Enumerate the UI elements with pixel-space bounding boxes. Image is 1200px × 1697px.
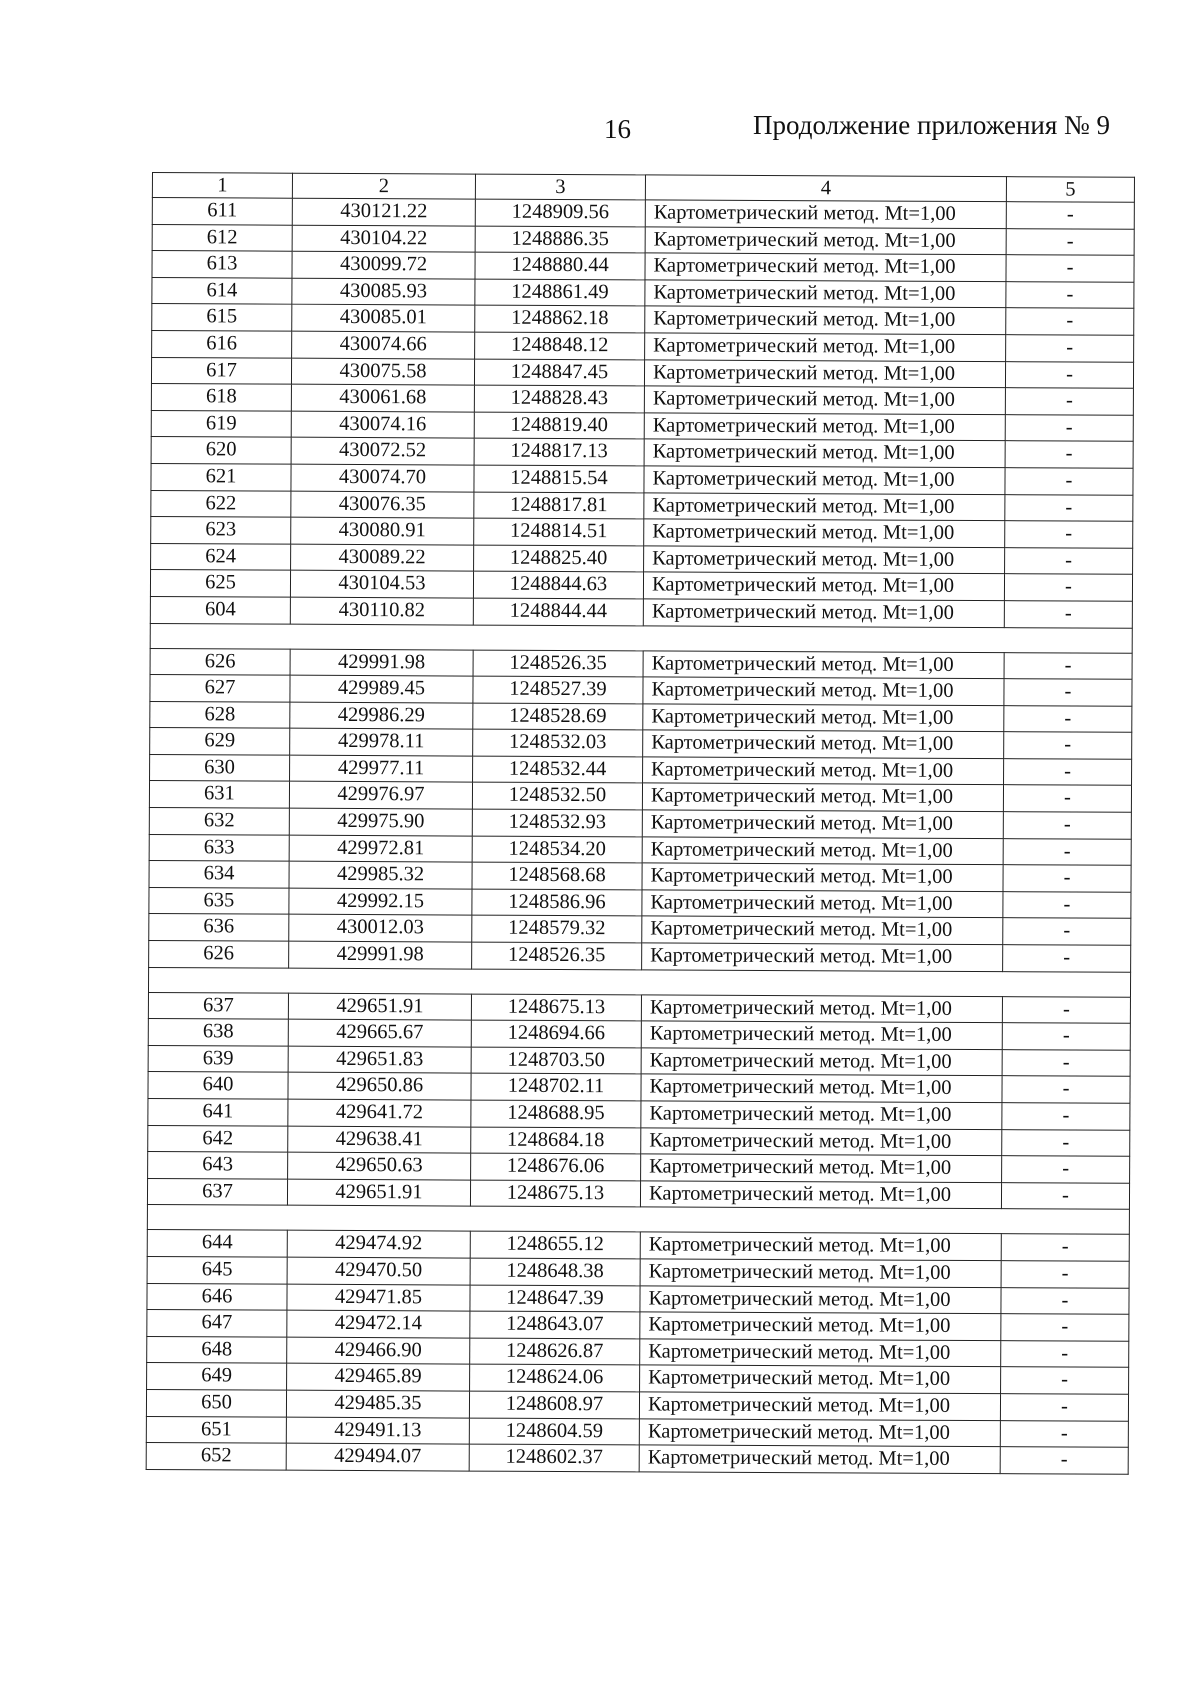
x-coordinate-cell: 429465.89: [287, 1364, 470, 1391]
note-cell: -: [1005, 494, 1133, 521]
y-coordinate-cell: 1248848.12: [475, 332, 645, 359]
point-number-cell: 611: [152, 198, 292, 225]
method-cell: Картометрический метод. Mt=1,00: [643, 730, 1004, 758]
x-coordinate-cell: 429651.91: [287, 1179, 470, 1206]
x-coordinate-cell: 429472.14: [287, 1310, 470, 1337]
y-coordinate-cell: 1248847.45: [474, 359, 644, 386]
method-cell: Картометрический метод. Mt=1,00: [639, 1418, 1000, 1446]
point-number-cell: 649: [147, 1363, 287, 1390]
point-number-cell: 633: [149, 834, 289, 861]
y-coordinate-cell: 1248675.13: [470, 1180, 640, 1207]
note-cell: -: [1001, 1261, 1129, 1288]
note-cell: -: [1003, 838, 1131, 865]
point-number-cell: 614: [152, 277, 292, 304]
point-number-cell: 621: [151, 463, 291, 490]
x-coordinate-cell: 429641.72: [288, 1099, 471, 1126]
method-cell: Картометрический метод. Mt=1,00: [639, 1445, 1000, 1473]
header-cell-4: 4: [645, 175, 1006, 202]
y-coordinate-cell: 1248626.87: [470, 1338, 640, 1365]
y-coordinate-cell: 1248862.18: [475, 305, 645, 332]
x-coordinate-cell: 429991.98: [289, 941, 472, 968]
method-cell: Картометрический метод. Mt=1,00: [643, 572, 1004, 600]
x-coordinate-cell: 429474.92: [287, 1231, 470, 1258]
note-cell: -: [1005, 521, 1133, 548]
x-coordinate-cell: 430012.03: [289, 915, 472, 942]
note-cell: -: [1006, 335, 1134, 362]
point-number-cell: 626: [150, 648, 290, 675]
y-coordinate-cell: 1248675.13: [471, 994, 641, 1021]
point-number-cell: 628: [150, 701, 290, 728]
method-cell: Картометрический метод. Mt=1,00: [642, 783, 1003, 811]
note-cell: -: [1004, 759, 1132, 786]
header-cell-5: 5: [1006, 177, 1134, 203]
point-number-cell: 644: [147, 1230, 287, 1257]
y-coordinate-cell: 1248534.20: [472, 836, 642, 863]
point-number-cell: 645: [147, 1256, 287, 1283]
method-cell: Картометрический метод. Mt=1,00: [640, 1339, 1001, 1367]
x-coordinate-cell: 430074.70: [291, 464, 474, 491]
y-coordinate-cell: 1248819.40: [474, 412, 644, 439]
x-coordinate-cell: 429650.86: [288, 1073, 471, 1100]
note-cell: -: [1003, 812, 1131, 839]
point-number-cell: 635: [149, 887, 289, 914]
x-coordinate-cell: 429485.35: [286, 1390, 469, 1417]
method-cell: Картометрический метод. Mt=1,00: [644, 413, 1005, 441]
note-cell: -: [1005, 468, 1133, 495]
method-cell: Картометрический метод. Mt=1,00: [643, 704, 1004, 732]
x-coordinate-cell: 429977.11: [290, 755, 473, 782]
header-cell-3: 3: [475, 174, 645, 200]
x-coordinate-cell: 429975.90: [289, 808, 472, 835]
note-cell: -: [1001, 1234, 1129, 1261]
x-coordinate-cell: 429976.97: [289, 782, 472, 809]
x-coordinate-cell: 429992.15: [289, 888, 472, 915]
method-cell: Картометрический метод. Mt=1,00: [639, 1392, 1000, 1420]
point-number-cell: 622: [151, 490, 291, 517]
method-cell: Картометрический метод. Mt=1,00: [642, 943, 1003, 971]
y-coordinate-cell: 1248532.93: [472, 809, 642, 836]
y-coordinate-cell: 1248815.54: [474, 465, 644, 492]
point-number-cell: 634: [149, 861, 289, 888]
y-coordinate-cell: 1248817.13: [474, 438, 644, 465]
point-number-cell: 625: [150, 570, 290, 597]
x-coordinate-cell: 429991.98: [290, 649, 473, 676]
x-coordinate-cell: 429978.11: [290, 728, 473, 755]
note-cell: -: [1002, 1156, 1130, 1183]
method-cell: Картометрический метод. Mt=1,00: [640, 1232, 1001, 1260]
coordinates-table-body: [146, 173, 1134, 1475]
y-coordinate-cell: 1248825.40: [474, 545, 644, 572]
method-cell: Картометрический метод. Mt=1,00: [643, 757, 1004, 785]
method-cell: Картометрический метод. Mt=1,00: [643, 650, 1004, 678]
x-coordinate-cell: 429638.41: [288, 1126, 471, 1153]
note-cell: -: [1005, 361, 1133, 388]
header-cell-2: 2: [292, 173, 475, 199]
method-cell: Картометрический метод. Mt=1,00: [641, 1101, 1002, 1129]
y-coordinate-cell: 1248586.96: [472, 889, 642, 916]
note-cell: -: [1001, 1287, 1129, 1314]
x-coordinate-cell: 429471.85: [287, 1284, 470, 1311]
method-cell: Картометрический метод. Mt=1,00: [642, 890, 1003, 918]
point-number-cell: 620: [151, 437, 291, 464]
method-cell: Картометрический метод. Mt=1,00: [643, 599, 1004, 627]
note-cell: -: [1006, 228, 1134, 255]
note-cell: -: [1004, 601, 1132, 628]
point-number-cell: 623: [151, 517, 291, 544]
note-cell: -: [1001, 1314, 1129, 1341]
point-number-cell: 648: [147, 1336, 287, 1363]
y-coordinate-cell: 1248602.37: [469, 1444, 639, 1471]
y-coordinate-cell: 1248702.11: [471, 1073, 641, 1100]
point-number-cell: 638: [148, 1019, 288, 1046]
coordinates-table: [146, 172, 1135, 1475]
point-number-cell: 613: [152, 251, 292, 278]
y-coordinate-cell: 1248526.35: [472, 942, 642, 969]
x-coordinate-cell: 430061.68: [291, 384, 474, 411]
point-number-cell: 615: [152, 304, 292, 331]
method-cell: Картометрический метод. Mt=1,00: [641, 1021, 1002, 1049]
method-cell: Картометрический метод. Mt=1,00: [642, 837, 1003, 865]
y-coordinate-cell: 1248844.44: [473, 598, 643, 625]
y-coordinate-cell: 1248526.35: [473, 650, 643, 677]
point-number-cell: 616: [152, 330, 292, 357]
note-cell: -: [1000, 1447, 1128, 1474]
x-coordinate-cell: 429491.13: [286, 1417, 469, 1444]
note-cell: -: [1004, 732, 1132, 759]
y-coordinate-cell: 1248532.50: [472, 783, 642, 810]
note-cell: -: [1002, 1023, 1130, 1050]
appendix-title: Продолжение приложения № 9: [753, 110, 1111, 140]
method-cell: Картометрический метод. Mt=1,00: [642, 863, 1003, 891]
y-coordinate-cell: 1248688.95: [471, 1100, 641, 1127]
y-coordinate-cell: 1248527.39: [473, 676, 643, 703]
y-coordinate-cell: 1248684.18: [471, 1127, 641, 1154]
note-cell: -: [1003, 892, 1131, 919]
note-cell: -: [1003, 785, 1131, 812]
note-cell: -: [1006, 202, 1134, 229]
method-cell: Картометрический метод. Mt=1,00: [645, 306, 1006, 334]
y-coordinate-cell: 1248532.44: [473, 756, 643, 783]
x-coordinate-cell: 430074.66: [292, 331, 475, 358]
point-number-cell: 626: [149, 941, 289, 968]
note-cell: -: [1006, 308, 1134, 335]
note-cell: -: [1002, 1103, 1130, 1130]
point-number-cell: 617: [151, 357, 291, 384]
note-cell: -: [1000, 1420, 1128, 1447]
x-coordinate-cell: 429494.07: [286, 1443, 469, 1470]
note-cell: -: [1003, 918, 1131, 945]
method-cell: Картометрический метод. Mt=1,00: [644, 546, 1005, 574]
point-number-cell: 631: [149, 781, 289, 808]
method-cell: Картометрический метод. Mt=1,00: [640, 1259, 1001, 1287]
x-coordinate-cell: 430085.01: [292, 305, 475, 332]
method-cell: Картометрический метод. Mt=1,00: [645, 227, 1006, 255]
point-number-cell: 636: [149, 914, 289, 941]
note-cell: -: [1004, 679, 1132, 706]
point-number-cell: 651: [146, 1416, 286, 1443]
point-number-cell: 637: [148, 992, 288, 1019]
x-coordinate-cell: 430110.82: [290, 597, 473, 624]
method-cell: Картометрический метод. Mt=1,00: [642, 916, 1003, 944]
method-cell: Картометрический метод. Mt=1,00: [640, 1312, 1001, 1340]
x-coordinate-cell: 430072.52: [291, 438, 474, 465]
note-cell: -: [1002, 1049, 1130, 1076]
x-coordinate-cell: 430089.22: [291, 544, 474, 571]
point-number-cell: 637: [147, 1178, 287, 1205]
y-coordinate-cell: 1248643.07: [470, 1311, 640, 1338]
y-coordinate-cell: 1248909.56: [475, 199, 645, 226]
x-coordinate-cell: 430085.93: [292, 278, 475, 305]
point-number-cell: 640: [148, 1072, 288, 1099]
y-coordinate-cell: 1248532.03: [473, 729, 643, 756]
y-coordinate-cell: 1248647.39: [470, 1285, 640, 1312]
y-coordinate-cell: 1248624.06: [470, 1364, 640, 1391]
y-coordinate-cell: 1248676.06: [471, 1153, 641, 1180]
method-cell: Картометрический метод. Mt=1,00: [645, 333, 1006, 361]
point-number-cell: 630: [150, 754, 290, 781]
x-coordinate-cell: 429986.29: [290, 702, 473, 729]
y-coordinate-cell: 1248655.12: [470, 1231, 640, 1258]
method-cell: Картометрический метод. Mt=1,00: [640, 1365, 1001, 1393]
point-number-cell: 612: [152, 224, 292, 251]
y-coordinate-cell: 1248886.35: [475, 226, 645, 253]
x-coordinate-cell: 429651.83: [288, 1046, 471, 1073]
x-coordinate-cell: 429650.63: [288, 1152, 471, 1179]
y-coordinate-cell: 1248648.38: [470, 1258, 640, 1285]
x-coordinate-cell: 430104.53: [290, 570, 473, 597]
y-coordinate-cell: 1248861.49: [475, 279, 645, 306]
x-coordinate-cell: 429466.90: [287, 1337, 470, 1364]
note-cell: -: [1004, 652, 1132, 679]
y-coordinate-cell: 1248814.51: [474, 518, 644, 545]
method-cell: Картометрический метод. Mt=1,00: [641, 995, 1002, 1023]
point-number-cell: 646: [147, 1283, 287, 1310]
note-cell: -: [1001, 1182, 1129, 1209]
y-coordinate-cell: 1248528.69: [473, 703, 643, 730]
x-coordinate-cell: 430104.22: [292, 225, 475, 252]
point-number-cell: 619: [151, 410, 291, 437]
method-cell: Картометрический метод. Mt=1,00: [643, 677, 1004, 705]
y-coordinate-cell: 1248817.81: [474, 492, 644, 519]
x-coordinate-cell: 430075.58: [291, 358, 474, 385]
y-coordinate-cell: 1248694.66: [471, 1020, 641, 1047]
note-cell: -: [1006, 255, 1134, 282]
x-coordinate-cell: 429665.67: [288, 1019, 471, 1046]
x-coordinate-cell: 429985.32: [289, 861, 472, 888]
point-number-cell: 604: [150, 596, 290, 623]
method-cell: Картометрический метод. Mt=1,00: [641, 1154, 1002, 1182]
note-cell: -: [1000, 1394, 1128, 1421]
note-cell: -: [1001, 1367, 1129, 1394]
method-cell: Картометрический метод. Mt=1,00: [641, 1074, 1002, 1102]
note-cell: -: [1003, 865, 1131, 892]
x-coordinate-cell: 430080.91: [291, 517, 474, 544]
y-coordinate-cell: 1248703.50: [471, 1047, 641, 1074]
point-number-cell: 618: [151, 384, 291, 411]
x-coordinate-cell: 429651.91: [288, 993, 471, 1020]
y-coordinate-cell: 1248828.43: [474, 385, 644, 412]
x-coordinate-cell: 430099.72: [292, 251, 475, 278]
point-number-cell: 629: [150, 728, 290, 755]
note-cell: -: [1002, 1129, 1130, 1156]
note-cell: -: [1005, 414, 1133, 441]
point-number-cell: 647: [147, 1310, 287, 1337]
method-cell: Картометрический метод. Mt=1,00: [645, 280, 1006, 308]
method-cell: Картометрический метод. Mt=1,00: [644, 359, 1005, 387]
y-coordinate-cell: 1248604.59: [469, 1418, 639, 1445]
y-coordinate-cell: 1248880.44: [475, 252, 645, 279]
y-coordinate-cell: 1248579.32: [472, 916, 642, 943]
note-cell: -: [1004, 705, 1132, 732]
x-coordinate-cell: 430121.22: [292, 198, 475, 225]
table-row: [146, 1443, 1128, 1474]
point-number-cell: 642: [148, 1125, 288, 1152]
method-cell: Картометрический метод. Mt=1,00: [642, 810, 1003, 838]
note-cell: -: [1006, 281, 1134, 308]
point-number-cell: 641: [148, 1098, 288, 1125]
method-cell: Картометрический метод. Mt=1,00: [641, 1127, 1002, 1155]
note-cell: -: [1005, 547, 1133, 574]
point-number-cell: 624: [151, 543, 291, 570]
note-cell: -: [1005, 388, 1133, 415]
note-cell: -: [1002, 996, 1130, 1023]
x-coordinate-cell: 429470.50: [287, 1257, 470, 1284]
note-cell: -: [1001, 1340, 1129, 1367]
method-cell: Картометрический метод. Mt=1,00: [644, 519, 1005, 547]
method-cell: Картометрический метод. Mt=1,00: [644, 492, 1005, 520]
method-cell: Картометрический метод. Mt=1,00: [645, 200, 1006, 228]
point-number-cell: 632: [149, 808, 289, 835]
point-number-cell: 627: [150, 675, 290, 702]
note-cell: -: [1004, 574, 1132, 601]
point-number-cell: 639: [148, 1045, 288, 1072]
y-coordinate-cell: 1248844.63: [473, 571, 643, 598]
page-number: 16: [604, 114, 631, 144]
method-cell: Картометрический метод. Mt=1,00: [640, 1285, 1001, 1313]
y-coordinate-cell: 1248568.68: [472, 862, 642, 889]
note-cell: -: [1005, 441, 1133, 468]
point-number-cell: 652: [146, 1443, 286, 1470]
method-cell: Картометрический метод. Mt=1,00: [640, 1181, 1001, 1209]
method-cell: Картометрический метод. Mt=1,00: [645, 253, 1006, 281]
point-number-cell: 650: [146, 1389, 286, 1416]
point-number-cell: 643: [148, 1152, 288, 1179]
x-coordinate-cell: 430074.16: [291, 411, 474, 438]
note-cell: -: [1002, 1076, 1130, 1103]
x-coordinate-cell: 429989.45: [290, 675, 473, 702]
method-cell: Картометрический метод. Mt=1,00: [644, 466, 1005, 494]
method-cell: Картометрический метод. Mt=1,00: [641, 1048, 1002, 1076]
y-coordinate-cell: 1248608.97: [469, 1391, 639, 1418]
note-cell: -: [1003, 945, 1131, 972]
header-cell-1: 1: [152, 173, 292, 199]
x-coordinate-cell: 429972.81: [289, 835, 472, 862]
x-coordinate-cell: 430076.35: [291, 491, 474, 518]
method-cell: Картометрический метод. Mt=1,00: [644, 439, 1005, 467]
method-cell: Картометрический метод. Mt=1,00: [644, 386, 1005, 414]
